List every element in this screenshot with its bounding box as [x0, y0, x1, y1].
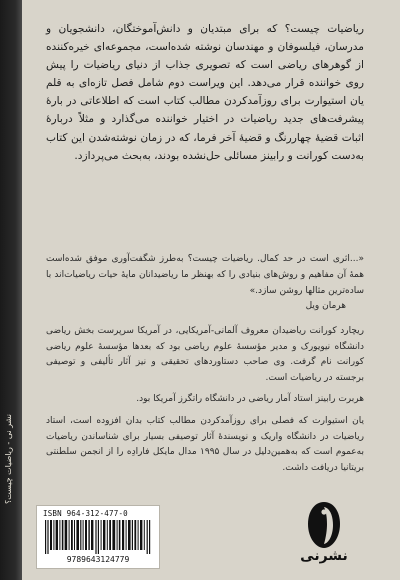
author-bios — [46, 324, 364, 482]
quote-section — [46, 252, 364, 315]
quote-text: «...اثری است در حد کمال. ریاضیات چیست؟ به‌طرز شگفت‌آوری موفق شده‌است همهٔ آن مفاهیم و روش‌های بنیادی را که بهنظر ما ریاضیدانان مایهٔ حیات ریاضیات‌اند با ساده‌ترین مثالها روشن سازد.» — [46, 254, 364, 296]
barcode-icon — [45, 520, 151, 554]
barcode-number: 9789643124779 — [66, 555, 130, 564]
publisher-logo — [292, 500, 356, 576]
bio-stewart: یان استیوارت که فصلی برای روزآمدکردن مطالب کتاب بدان افزوده است، استاد ریاضیات در دانشگاه واریک و نویسندهٔ آثار توصیفی بسیار برای شناساندن ریاضیات به‌عموم است که به‌همین‌دلیل در سال ۱۹۹۵ مدال مایکل فارادِه را از انجمن سلطنتی بریتانیا دریافت داشت. — [46, 415, 364, 473]
bio-robbins: هربرت رابینز استاد آمار ریاضی در دانشگاه راتگرز آمریکا بود. — [136, 394, 364, 405]
isbn-text: ISBN 964-312-477-0 — [43, 509, 128, 518]
bio-courant: ریچارد کورانت ریاضیدان معروف آلمانی-آمریکایی، در آمریکا سرپرست بخش ریاضی دانشگاه نیویورک و مدیر مؤسسهٔ علوم ریاضی بود که بعدها مؤسسهٔ علوم ریاضی کورانت نام گرفت. وی صاحب دستاوردهای تحقیقی و نیز آثار تألیفی و توصیفی برجسته در ریاضیات است. — [46, 326, 364, 383]
intro-section — [46, 20, 364, 165]
intro-paragraph: ریاضیات چیست؟ که برای مبتدیان و دانش‌آموختگان، دانشجویان و مدرسان، فیلسوفان و مهندسان نوشته شده‌است، مجموعه‌ای خیره‌کننده از گوهرهای ریاضی است که تصویری جذاب از دنیای ریاضیات را پیش روی خواننده قرار می‌دهد. این ویراست دوم شامل فصل تازه‌ای به قلم یان استیوارت برای روزآمدکردن مطالب کتاب است که اطلاعاتی در بارهٔ پیشرفت‌های جدید ریاضیات در اختیار خواننده می‌گذارد و مثلاً دربارهٔ اثبات قضیهٔ چهاررنگ و قضیهٔ آخر فرما، که در زمان نوشته‌شدن این کتاب به‌دست کورانت و رابینز مسائلی حل‌نشده بودند، به‌بحث می‌پردازد. — [46, 23, 364, 162]
publisher-name: نشرنی — [300, 548, 348, 564]
spine-text: نشر نی - ریاضیات چیست؟ — [4, 414, 13, 505]
quote-author: هرمان ویل — [305, 301, 346, 312]
book-spine — [0, 0, 22, 580]
publisher-logo-icon — [304, 500, 344, 550]
barcode-label — [36, 505, 160, 569]
